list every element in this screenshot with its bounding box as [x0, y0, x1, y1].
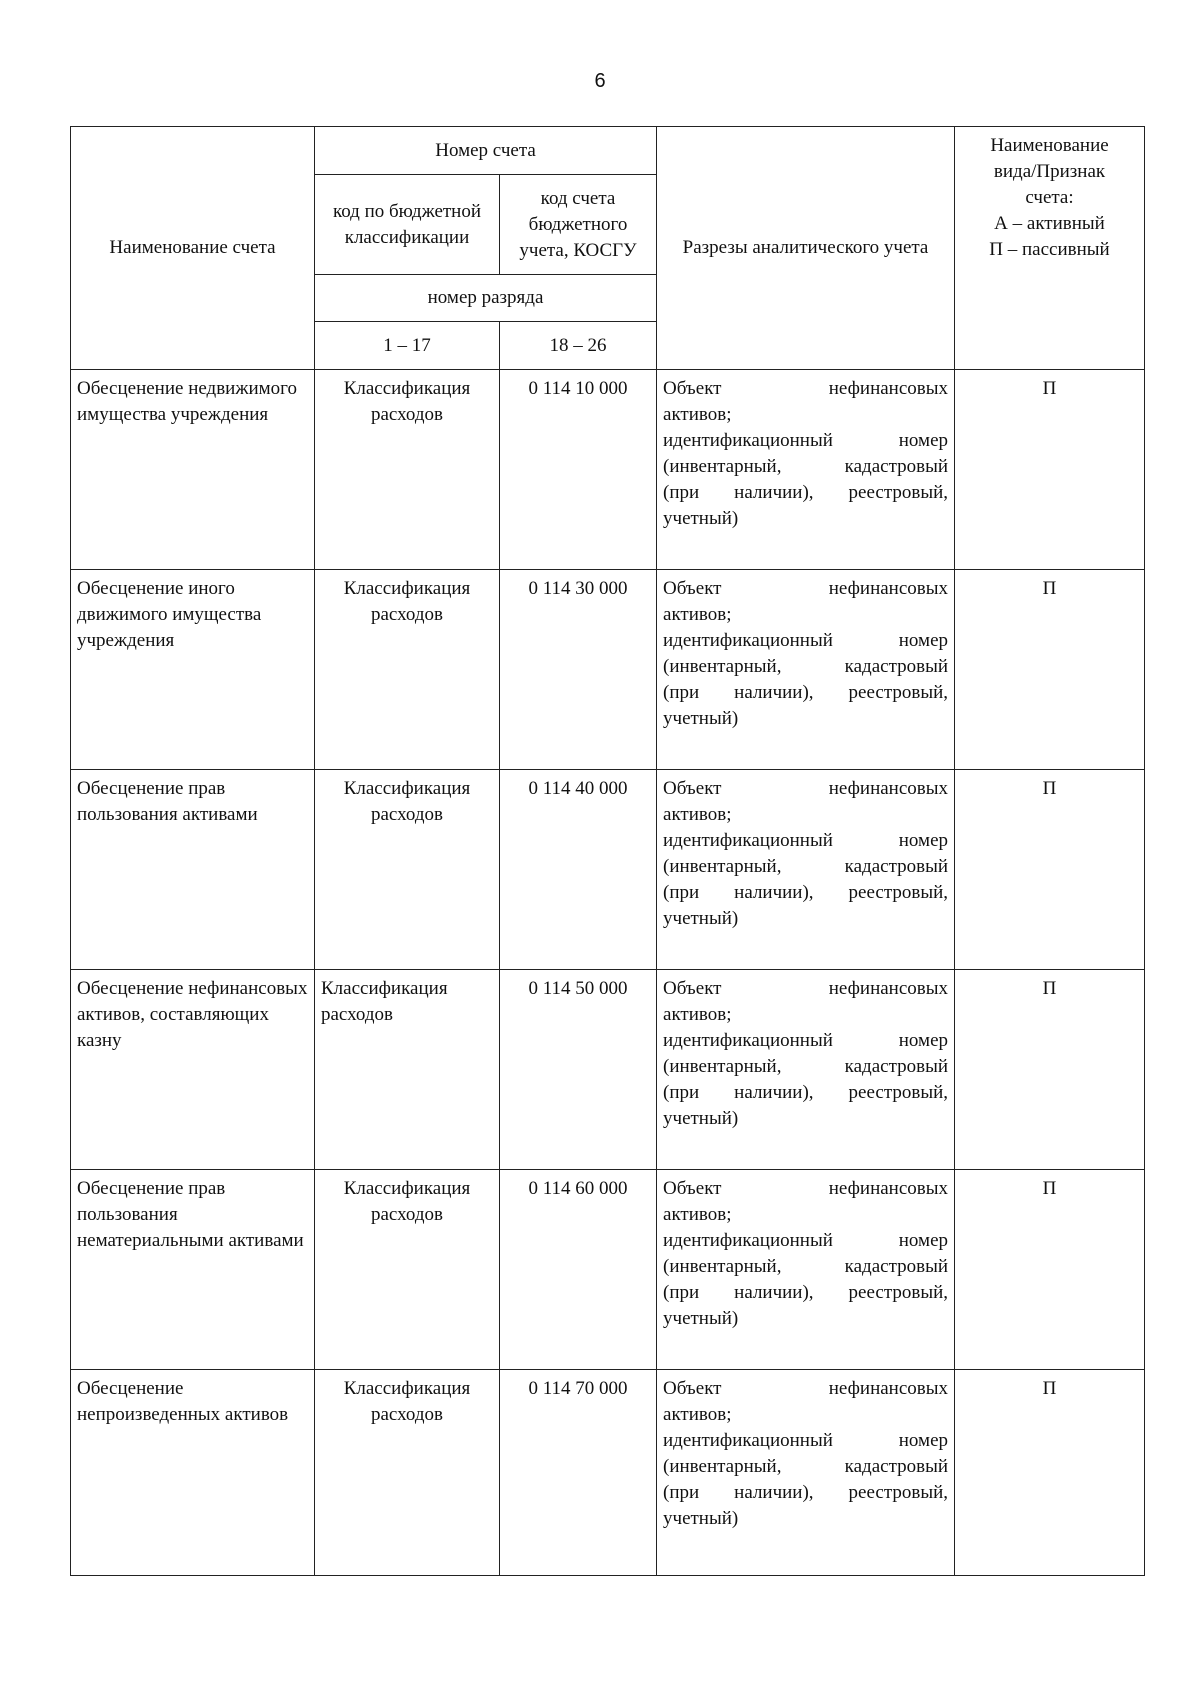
page-number: 6	[594, 70, 606, 92]
budget-class-code: Классификация расходов	[315, 1170, 500, 1370]
account-name: Обесценение прав пользования нематериальными активами	[71, 1170, 315, 1370]
budget-class-code: Классификация расходов	[315, 1370, 500, 1576]
analytics-cell	[657, 570, 955, 770]
budget-class-code: Классификация расходов	[315, 770, 500, 970]
header-account-number: Номер счета	[315, 127, 657, 175]
analytics-line: активов;	[663, 1404, 732, 1425]
analytics-line: идентификационный номер	[663, 1030, 949, 1051]
account-code: 0 114 40 000	[500, 770, 657, 970]
analytics-line: учетный)	[663, 1108, 739, 1129]
analytics-cell	[657, 1170, 955, 1370]
header-digits-2: 18 – 26	[500, 322, 657, 370]
account-name: Обесценение непроизведенных активов	[71, 1370, 315, 1576]
analytics-line: (инвентарный, кадастровый	[663, 656, 949, 677]
analytics-line: (при наличии), реестровый,	[663, 1082, 949, 1103]
analytics-line: (инвентарный, кадастровый	[663, 1256, 949, 1277]
analytics-line: (при наличии), реестровый,	[663, 1282, 949, 1303]
analytics-line: (инвентарный, кадастровый	[663, 856, 949, 877]
header-sign	[955, 127, 1145, 370]
analytics-line: активов;	[663, 1204, 732, 1225]
analytics-line: учетный)	[663, 908, 739, 929]
analytics-line: (при наличии), реестровый,	[663, 1482, 949, 1503]
analytics-line: идентификационный номер	[663, 830, 949, 851]
analytics-line: Объект нефинансовых	[663, 1378, 949, 1399]
analytics-cell	[657, 770, 955, 970]
analytics-line: идентификационный номер	[663, 630, 949, 651]
header-budget-class-code: код по бюджетной классификации	[315, 175, 500, 275]
analytics-line: Объект нефинансовых	[663, 378, 949, 399]
table-row	[71, 570, 1145, 770]
header-digits-1: 1 – 17	[315, 322, 500, 370]
analytics-line: идентификационный номер	[663, 1230, 949, 1251]
analytics-line: активов;	[663, 404, 732, 425]
analytics-line: учетный)	[663, 1308, 739, 1329]
analytics-line: идентификационный номер	[663, 1430, 949, 1451]
header-sign-active: А – активный	[994, 213, 1105, 234]
budget-class-code: Классификация расходов	[315, 970, 500, 1170]
account-code: 0 114 60 000	[500, 1170, 657, 1370]
account-name: Обесценение иного движимого имущества учреждения	[71, 570, 315, 770]
header-sign-passive: П – пассивный	[989, 239, 1110, 260]
accounts-table	[70, 126, 1145, 1576]
account-sign: П	[955, 770, 1145, 970]
account-code: 0 114 10 000	[500, 370, 657, 570]
account-sign: П	[955, 370, 1145, 570]
account-name: Обесценение прав пользования активами	[71, 770, 315, 970]
analytics-line: Объект нефинансовых	[663, 978, 949, 999]
analytics-cell	[657, 970, 955, 1170]
analytics-line: учетный)	[663, 508, 739, 529]
analytics-line: (инвентарный, кадастровый	[663, 1456, 949, 1477]
analytics-line: Объект нефинансовых	[663, 1178, 949, 1199]
account-code: 0 114 30 000	[500, 570, 657, 770]
header-row-1	[71, 127, 1145, 175]
analytics-line: (при наличии), реестровый,	[663, 482, 949, 503]
account-code: 0 114 50 000	[500, 970, 657, 1170]
analytics-cell	[657, 370, 955, 570]
table-row	[71, 1370, 1145, 1576]
analytics-line: Объект нефинансовых	[663, 578, 949, 599]
analytics-line: (инвентарный, кадастровый	[663, 1056, 949, 1077]
account-sign: П	[955, 1370, 1145, 1576]
table-row	[71, 770, 1145, 970]
header-account-name: Наименование счета	[71, 127, 315, 370]
analytics-line: активов;	[663, 1004, 732, 1025]
header-digit-number: номер разряда	[315, 275, 657, 322]
header-analytics: Разрезы аналитического учета	[657, 127, 955, 370]
table-row	[71, 1170, 1145, 1370]
budget-class-code: Классификация расходов	[315, 370, 500, 570]
analytics-line: (инвентарный, кадастровый	[663, 456, 949, 477]
analytics-line: активов;	[663, 604, 732, 625]
analytics-line: активов;	[663, 804, 732, 825]
account-sign: П	[955, 570, 1145, 770]
analytics-line: учетный)	[663, 1508, 739, 1529]
table-row	[71, 970, 1145, 1170]
analytics-line: идентификационный номер	[663, 430, 949, 451]
account-name: Обесценение нефинансовых активов, составляющих казну	[71, 970, 315, 1170]
analytics-cell	[657, 1370, 955, 1576]
analytics-line: учетный)	[663, 708, 739, 729]
account-sign: П	[955, 970, 1145, 1170]
table-row	[71, 370, 1145, 570]
header-sign-title: Наименование вида/Признак счета:	[990, 135, 1109, 208]
budget-class-code: Классификация расходов	[315, 570, 500, 770]
analytics-line: (при наличии), реестровый,	[663, 882, 949, 903]
account-sign: П	[955, 1170, 1145, 1370]
account-name: Обесценение недвижимого имущества учреждения	[71, 370, 315, 570]
analytics-line: (при наличии), реестровый,	[663, 682, 949, 703]
header-budget-account-code: код счета бюджетного учета, КОСГУ	[500, 175, 657, 275]
account-code: 0 114 70 000	[500, 1370, 657, 1576]
analytics-line: Объект нефинансовых	[663, 778, 949, 799]
